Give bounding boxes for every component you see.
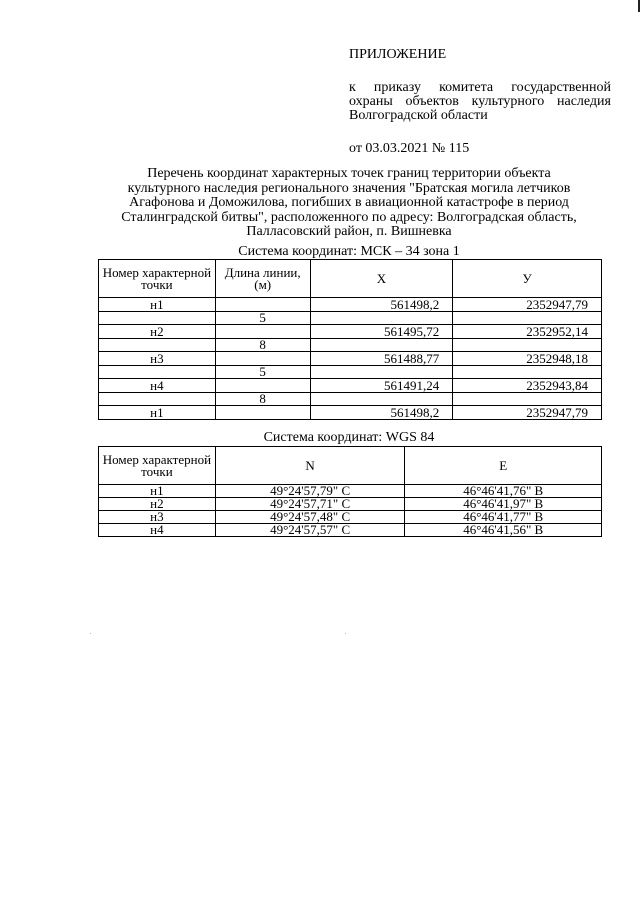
x-value: 561488,77 bbox=[310, 352, 453, 366]
header-y: У bbox=[453, 260, 602, 298]
point-name: н4 bbox=[99, 524, 216, 537]
longitude-value: 46°46'41,76" В bbox=[405, 485, 602, 498]
latitude-value: 49°24'57,48" С bbox=[215, 511, 405, 524]
x-value: 561498,2 bbox=[310, 406, 453, 420]
table-row bbox=[99, 325, 602, 339]
table-row bbox=[99, 352, 602, 366]
header-line-length: Длина линии, (м) bbox=[215, 260, 310, 298]
header-point-number: Номер характерной точки bbox=[99, 447, 216, 485]
table-row bbox=[99, 406, 602, 420]
heading-line: Сталинградской битвы", расположенного по адресу: Волгоградская область, bbox=[121, 209, 577, 225]
y-cell-empty bbox=[453, 366, 602, 379]
x-value: 561491,24 bbox=[310, 379, 453, 393]
x-cell-empty bbox=[310, 312, 453, 325]
line-length: 8 bbox=[215, 339, 310, 352]
y-value: 2352952,14 bbox=[453, 325, 602, 339]
line-length: 8 bbox=[215, 393, 310, 406]
scan-speck bbox=[90, 633, 91, 634]
table1-caption: Система координат: МСК – 34 зона 1 bbox=[238, 244, 460, 259]
header-e: E bbox=[405, 447, 602, 485]
point-name: н1 bbox=[99, 406, 216, 420]
point-cell-empty bbox=[99, 312, 216, 325]
table-row bbox=[99, 379, 602, 393]
longitude-value: 46°46'41,56" В bbox=[405, 524, 602, 537]
length-cell-empty bbox=[215, 406, 310, 420]
header-x: X bbox=[310, 260, 453, 298]
x-value: 561498,2 bbox=[310, 298, 453, 312]
table-row bbox=[99, 524, 602, 537]
table-row bbox=[99, 339, 602, 352]
y-value: 2352943,84 bbox=[453, 379, 602, 393]
annex-order-reference: к приказу комитета государственной охраны объектов культурного наследия Волгоградской области bbox=[349, 80, 611, 123]
header-point-number: Номер характерной точки bbox=[99, 260, 216, 298]
point-name: н1 bbox=[99, 298, 216, 312]
y-cell-empty bbox=[453, 393, 602, 406]
point-cell-empty bbox=[99, 366, 216, 379]
point-cell-empty bbox=[99, 339, 216, 352]
table2-caption: Система координат: WGS 84 bbox=[263, 430, 435, 445]
point-name: н1 bbox=[99, 485, 216, 498]
latitude-value: 49°24'57,71" С bbox=[215, 498, 405, 511]
heading-line: Палласовский район, п. Вишневка bbox=[246, 224, 452, 239]
line-length: 5 bbox=[215, 366, 310, 379]
point-name: н3 bbox=[99, 352, 216, 366]
heading-line: Перечень координат характерных точек границ территории объекта bbox=[147, 166, 551, 181]
latitude-value: 49°24'57,57" С bbox=[215, 524, 405, 537]
table-row bbox=[99, 393, 602, 406]
annex-block bbox=[349, 48, 611, 156]
point-name: н2 bbox=[99, 498, 216, 511]
y-value: 2352948,18 bbox=[453, 352, 602, 366]
y-cell-empty bbox=[453, 312, 602, 325]
point-name: н3 bbox=[99, 511, 216, 524]
latitude-value: 49°24'57,79" С bbox=[215, 485, 405, 498]
x-cell-empty bbox=[310, 393, 453, 406]
y-cell-empty bbox=[453, 339, 602, 352]
longitude-value: 46°46'41,77" В bbox=[405, 511, 602, 524]
table-header-row bbox=[99, 447, 602, 485]
y-value: 2352947,79 bbox=[453, 406, 602, 420]
annex-order-date: от 03.03.2021 № 115 bbox=[349, 141, 470, 156]
msk-coordinates-table bbox=[98, 259, 602, 420]
document-heading bbox=[98, 167, 600, 240]
line-length: 5 bbox=[215, 312, 310, 325]
heading-line: культурного наследия регионального значения "Братская могила летчиков bbox=[127, 180, 571, 196]
x-cell-empty bbox=[310, 366, 453, 379]
table-row bbox=[99, 312, 602, 325]
x-cell-empty bbox=[310, 339, 453, 352]
heading-line: Агафонова и Доможилова, погибших в авиационной катастрофе в период bbox=[129, 195, 569, 210]
table-row bbox=[99, 366, 602, 379]
header-n: N bbox=[215, 447, 405, 485]
y-value: 2352947,79 bbox=[453, 298, 602, 312]
annex-title: ПРИЛОЖЕНИЕ bbox=[349, 47, 447, 62]
point-cell-empty bbox=[99, 393, 216, 406]
longitude-value: 46°46'41,97" В bbox=[405, 498, 602, 511]
point-name: н4 bbox=[99, 379, 216, 393]
table-header-row bbox=[99, 260, 602, 298]
scan-speck bbox=[345, 633, 346, 634]
x-value: 561495,72 bbox=[310, 325, 453, 339]
point-name: н2 bbox=[99, 325, 216, 339]
table-row bbox=[99, 298, 602, 312]
wgs84-coordinates-table bbox=[98, 446, 602, 537]
